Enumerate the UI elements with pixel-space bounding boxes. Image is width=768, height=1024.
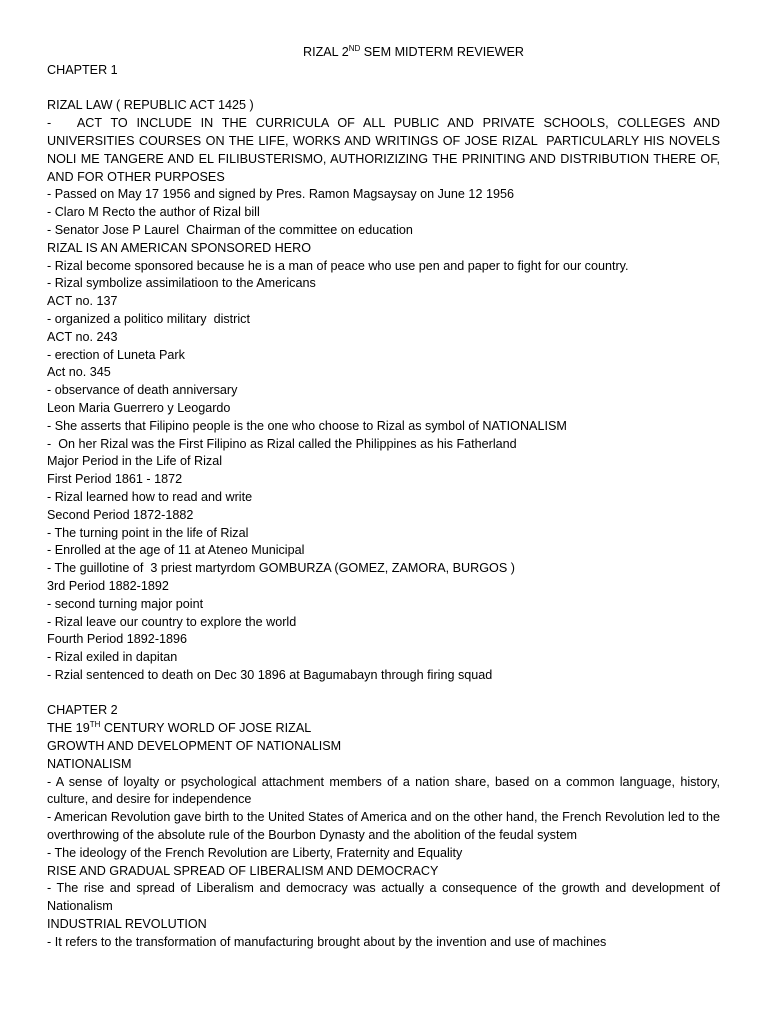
nationalism-paragraph-2: - American Revolution gave birth to the United States of America and on the other hand, the French Revolution led to the overthrowing of the absolute rule of the Bourbon Dynasty and the abolition of the feudal system	[47, 810, 724, 843]
chapter-1-line: - Rizal leave our country to explore the world	[47, 614, 297, 629]
document-page	[47, 43, 724, 952]
chapter-1-line: - Enrolled at the age of 11 at Ateneo Municipal	[47, 543, 305, 558]
title-text: RIZAL 2	[302, 45, 349, 59]
chapter-1-line: - The guillotine of 3 priest martyrdom GOMBURZA (GOMEZ, ZAMORA, BURGOS )	[47, 561, 515, 576]
chapter-1-line: - Rizal become sponsored because he is a man of peace who use pen and paper to fight for our country.	[47, 258, 629, 273]
rizal-law-heading: RIZAL LAW ( REPUBLIC ACT 1425 )	[47, 98, 254, 113]
chapter-1-line: - erection of Luneta Park	[47, 347, 185, 362]
chapter-1-line: 3rd Period 1882-1892	[47, 578, 169, 593]
chapter-1-line: - The turning point in the life of Rizal	[47, 525, 249, 540]
chapter-1-line: Leon Maria Guerrero y Leogardo	[47, 400, 231, 415]
liberalism-heading: RISE AND GRADUAL SPREAD OF LIBERALISM AND DEMOCRACY	[47, 863, 439, 878]
industrial-paragraph-1: - It refers to the transformation of manufacturing brought about by the invention and use of machines	[47, 934, 607, 949]
chapter-1-line: - Rzial sentenced to death on Dec 30 1896 at Bagumabayn through firing squad	[47, 667, 493, 682]
title-superscript: ND	[348, 43, 361, 53]
chapter-1-line: Fourth Period 1892-1896	[47, 632, 188, 647]
document-title	[47, 44, 720, 62]
chapter-2-subtitle	[47, 720, 720, 738]
subtitle-text: THE 19	[47, 721, 90, 736]
liberalism-paragraph-1: - The rise and spread of Liberalism and democracy was actually a consequence of the growth and development of Nationalism	[47, 881, 724, 914]
chapter-1-line: - She asserts that Filipino people is the one who choose to Rizal as symbol of NATIONALISM	[47, 418, 567, 433]
subtitle-text-end: CENTURY WORLD OF JOSE RIZAL	[100, 721, 312, 736]
subtitle-superscript: TH	[89, 720, 101, 730]
chapter-1-line: First Period 1861 - 1872	[47, 472, 183, 487]
chapter-1-line: - Rizal learned how to read and write	[47, 489, 253, 504]
spacer	[47, 685, 720, 703]
chapter-1-line: - observance of death anniversary	[47, 383, 238, 398]
nationalism-paragraph-3: - The ideology of the French Revolution are Liberty, Fraternity and Equality	[47, 845, 463, 860]
chapter-1-line: RIZAL IS AN AMERICAN SPONSORED HERO	[47, 240, 312, 255]
chapter-1-line: ACT no. 243	[47, 329, 118, 344]
chapter-1-line: - Senator Jose P Laurel Chairman of the committee on education	[47, 222, 413, 237]
chapter-1-line: - Passed on May 17 1956 and signed by Pres. Ramon Magsaysay on June 12 1956	[47, 187, 514, 202]
chapter-1-heading: CHAPTER 1	[47, 62, 118, 77]
nationalism-heading: NATIONALISM	[47, 756, 132, 771]
industrial-heading: INDUSTRIAL REVOLUTION	[47, 917, 207, 932]
nationalism-paragraph-1: - A sense of loyalty or psychological attachment members of a nation share, based on a common language, history, culture, and desire for independence	[47, 774, 724, 807]
chapter-1-line: - Rizal exiled in dapitan	[47, 650, 178, 665]
chapter-1-line: - organized a politico military district	[47, 311, 250, 326]
chapter-1-line: - second turning major point	[47, 596, 204, 611]
growth-heading: GROWTH AND DEVELOPMENT OF NATIONALISM	[47, 739, 342, 754]
spacer	[47, 80, 720, 98]
chapter-2-heading: CHAPTER 2	[47, 703, 118, 718]
chapter-1-line: - Claro M Recto the author of Rizal bill	[47, 205, 260, 220]
chapter-1-lines	[47, 186, 720, 684]
chapter-1-line: - On her Rizal was the First Filipino as Rizal called the Philippines as his Fatherland	[47, 436, 517, 451]
chapter-1-line: ACT no. 137	[47, 294, 118, 309]
chapter-1-line: Second Period 1872-1882	[47, 507, 194, 522]
chapter-1-line: - Rizal symbolize assimilatioon to the Americans	[47, 276, 316, 291]
chapter-1-line: Act no. 345	[47, 365, 111, 380]
rizal-law-description: - ACT TO INCLUDE IN THE CURRICULA OF ALL PUBLIC AND PRIVATE SCHOOLS, COLLEGES AND UNIVERSITIES COURSES ON THE LIFE, WORKS AND WRITINGS OF JOSE RIZAL PARTICULARLY HIS NOVELS NOLI ME TANGERE AND EL FILIBUSTERISMO, AUTHORIZIZING THE PRINITING AND DISTRIBUTION THERE OF, AND FOR OTHER PURPOSES	[47, 116, 724, 184]
title-text-end: SEM MIDTERM REVIEWER	[360, 45, 525, 59]
chapter-1-line: Major Period in the Life of Rizal	[47, 454, 222, 469]
